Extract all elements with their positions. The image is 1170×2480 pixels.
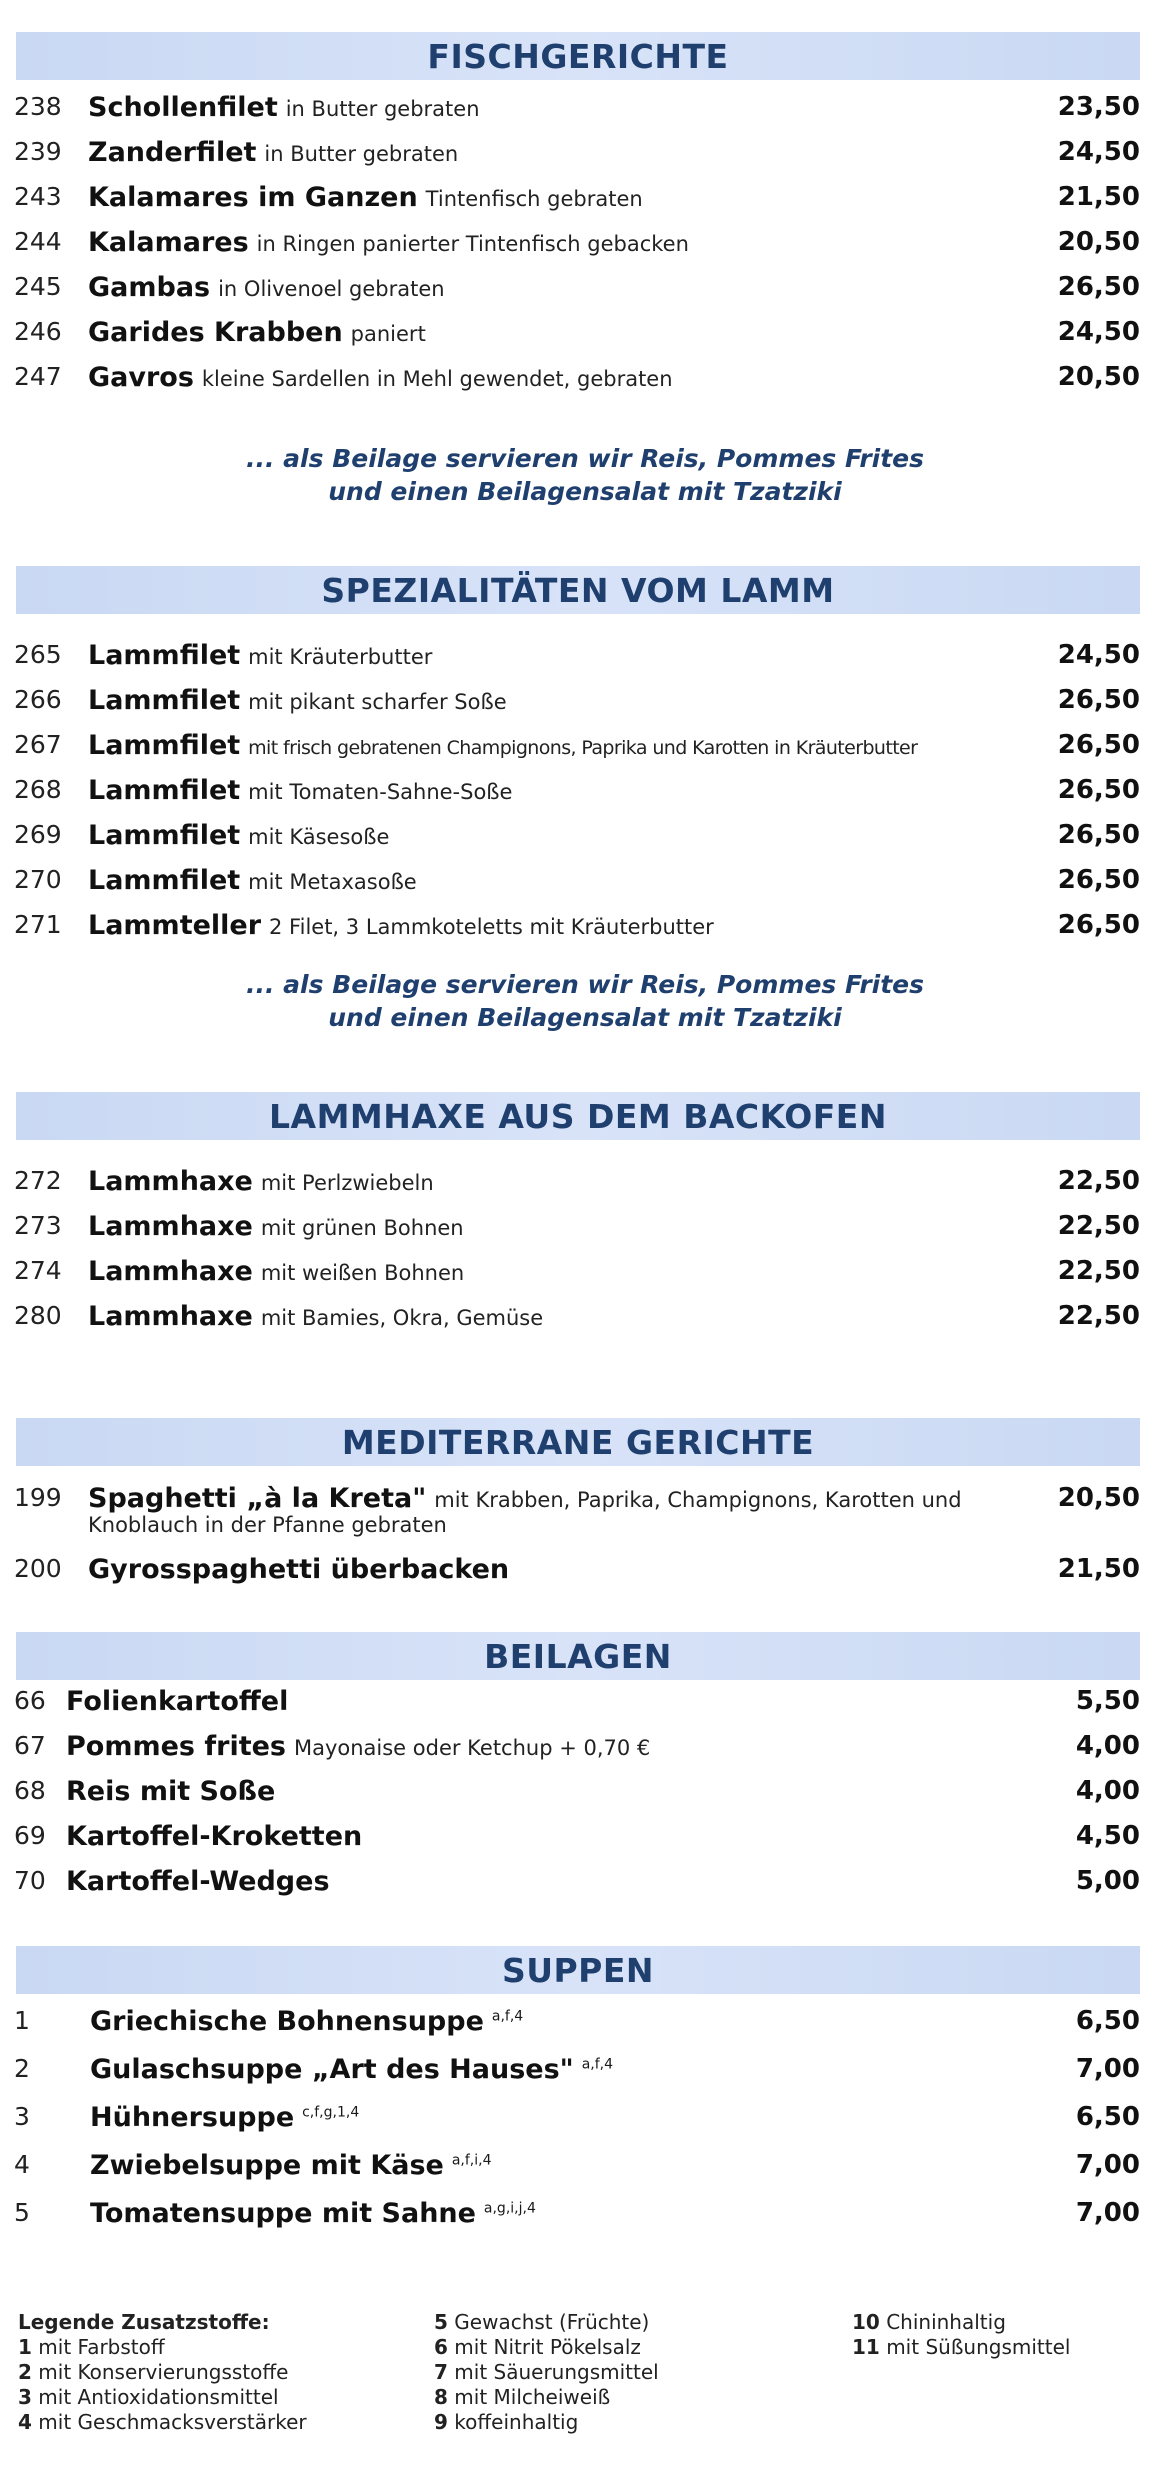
legend-column-3 [852,2310,1070,2360]
menu-item [0,2102,1170,2142]
item-description: mit Krabben, Paprika, Champignons, Karotten und [434,1488,962,1512]
legend-column-2 [434,2310,659,2435]
allergen-codes: a,f,4 [581,2056,614,2073]
item-price: 26,50 [1057,272,1140,302]
item-number: 266 [14,685,62,714]
item-description: mit grünen Bohnen [260,1216,464,1240]
item-price: 20,50 [1057,1483,1140,1513]
side-dish-note [0,968,1170,1034]
item-price: 4,00 [1075,1776,1140,1806]
menu-item [0,2054,1170,2094]
menu-item [0,227,1170,267]
item-name: Kalamares [88,227,249,258]
item-name: Tomatensuppe mit Sahne [90,2198,476,2229]
item-description: Mayonaise oder Ketchup + 0,70 € [293,1736,651,1760]
item-number: 70 [14,1866,46,1895]
item-price: 24,50 [1057,317,1140,347]
item-price: 5,00 [1075,1866,1140,1896]
item-number: 68 [14,1776,46,1805]
item-name: Gavros [88,362,194,393]
item-name: Gyrosspaghetti überbacken [88,1554,510,1585]
note-line: ... als Beilage servieren wir Reis, Pommes Frites [245,970,925,999]
item-name: Lammhaxe [88,1166,253,1197]
menu-item [0,1731,1170,1771]
item-name: Lammhaxe [88,1301,253,1332]
allergen-codes: a,g,i,j,4 [483,2200,536,2217]
item-name: Griechische Bohnensuppe [90,2006,484,2037]
item-name: Gambas [88,272,211,303]
item-price: 26,50 [1057,730,1140,760]
item-price: 26,50 [1057,685,1140,715]
item-description: Tintenfisch gebraten [425,187,643,211]
item-number: 280 [14,1301,62,1330]
menu-item [0,1686,1170,1726]
item-number: 270 [14,865,62,894]
section-title: SUPPEN [501,1950,655,1990]
menu-item [0,1866,1170,1906]
item-description: kleine Sardellen in Mehl gewendet, gebraten [201,367,673,391]
menu-item [0,1211,1170,1251]
item-number: 274 [14,1256,62,1285]
legend-column-1 [18,2310,307,2435]
item-name: Folienkartoffel [66,1686,289,1717]
item-price: 22,50 [1057,1166,1140,1196]
legend-title: Legende Zusatzstoffe: [18,2310,270,2334]
section-title: LAMMHAXE AUS DEM BACKOFEN [269,1096,887,1136]
legend-entry: 5 Gewachst (Früchte) [434,2310,650,2334]
menu-item [0,730,1170,770]
item-price: 20,50 [1057,362,1140,392]
item-number: 66 [14,1686,46,1715]
item-description: in Butter gebraten [285,97,480,121]
item-number: 67 [14,1731,46,1760]
item-description: mit weißen Bohnen [260,1261,465,1285]
item-description: mit Perlzwiebeln [260,1171,434,1195]
item-number: 244 [14,227,62,256]
item-price: 20,50 [1057,227,1140,257]
item-description: mit pikant scharfer Soße [248,690,507,714]
item-name: Lammhaxe [88,1211,253,1242]
item-price: 24,50 [1057,640,1140,670]
item-price: 22,50 [1057,1256,1140,1286]
menu-item [0,1256,1170,1296]
item-number: 238 [14,92,62,121]
menu-item [0,2150,1170,2190]
item-description: mit Kräuterbutter [248,645,433,669]
item-number: 272 [14,1166,62,1195]
item-price: 26,50 [1057,865,1140,895]
item-number: 2 [14,2054,30,2083]
item-description: paniert [350,322,426,346]
section-title: BEILAGEN [484,1636,672,1676]
menu-item [0,685,1170,725]
item-number: 4 [14,2150,30,2179]
item-name: Spaghetti „à la Kreta" [88,1483,427,1514]
item-name: Lammfilet [88,685,241,716]
menu-item [0,92,1170,132]
item-number: 265 [14,640,62,669]
item-number: 199 [14,1483,62,1512]
item-number: 69 [14,1821,46,1850]
item-description-continued: Knoblauch in der Pfanne gebraten [88,1513,447,1537]
menu-item [0,1554,1170,1594]
item-number: 273 [14,1211,62,1240]
legend-entry: 10 Chininhaltig [852,2310,1006,2334]
item-number: 247 [14,362,62,391]
item-description: in Butter gebraten [264,142,459,166]
item-number: 243 [14,182,62,211]
item-name: Lammfilet [88,775,241,806]
item-name: Lammfilet [88,820,241,851]
item-number: 239 [14,137,62,166]
item-number: 200 [14,1554,62,1583]
item-price: 5,50 [1075,1686,1140,1716]
menu-item [0,910,1170,950]
legend-entry: 8 mit Milcheiweiß [434,2385,611,2409]
section-title: FISCHGERICHTE [427,36,729,76]
menu-item [0,1166,1170,1206]
item-description: 2 Filet, 3 Lammkoteletts mit Kräuterbutter [269,915,714,939]
section-header-lamm [16,566,1140,614]
item-number: 269 [14,820,62,849]
item-description: mit frisch gebratenen Champignons, Paprika und Karotten in Kräuterbutter [248,737,918,759]
item-name: Gulaschsuppe „Art des Hauses" [90,2054,574,2085]
menu-item [0,317,1170,357]
item-price: 23,50 [1057,92,1140,122]
menu-item [0,865,1170,905]
item-description: mit Bamies, Okra, Gemüse [260,1306,544,1330]
allergen-codes: a,f,4 [491,2008,524,2025]
item-name: Kalamares im Ganzen [88,182,418,213]
section-header-suppen [16,1946,1140,1994]
legend-entry: 7 mit Säuerungsmittel [434,2360,659,2384]
menu-item [0,775,1170,815]
menu-item [0,1301,1170,1341]
menu-item [0,137,1170,177]
allergen-codes: a,f,i,4 [451,2152,492,2169]
section-header-fischgerichte [16,32,1140,80]
legend-entry: 2 mit Konservierungsstoffe [18,2360,289,2384]
item-description: in Ringen panierter Tintenfisch gebacken [256,232,689,256]
item-price: 26,50 [1057,820,1140,850]
section-title: SPEZIALITÄTEN VOM LAMM [321,570,835,610]
item-price: 4,50 [1075,1821,1140,1851]
item-price: 21,50 [1057,182,1140,212]
item-name: Zwiebelsuppe mit Käse [90,2150,444,2181]
menu-item [0,272,1170,312]
item-name: Lammfilet [88,730,241,761]
note-line: und einen Beilagensalat mit Tzatziki [328,1003,842,1032]
menu-item [0,1483,1170,1543]
item-price: 6,50 [1075,2006,1140,2036]
item-name: Lammfilet [88,640,241,671]
item-number: 245 [14,272,62,301]
item-price: 24,50 [1057,137,1140,167]
item-number: 268 [14,775,62,804]
item-price: 4,00 [1075,1731,1140,1761]
item-price: 6,50 [1075,2102,1140,2132]
note-line: und einen Beilagensalat mit Tzatziki [328,477,842,506]
item-number: 1 [14,2006,30,2035]
allergen-codes: c,f,g,1,4 [302,2104,360,2121]
item-description: mit Tomaten-Sahne-Soße [248,780,513,804]
item-number: 3 [14,2102,30,2131]
item-name: Zanderfilet [88,137,257,168]
item-name: Lammfilet [88,865,241,896]
side-dish-note [0,442,1170,508]
menu-item [0,1821,1170,1861]
item-number: 267 [14,730,62,759]
item-number: 246 [14,317,62,346]
menu-item [0,640,1170,680]
section-header-mediterran [16,1418,1140,1466]
menu-item [0,1776,1170,1816]
item-description: in Olivenoel gebraten [218,277,445,301]
legend-entry: 4 mit Geschmacksverstärker [18,2410,307,2434]
legend-entry: 3 mit Antioxidationsmittel [18,2385,279,2409]
legend-entry: 9 koffeinhaltig [434,2410,579,2434]
legend-entry: 1 mit Farbstoff [18,2335,165,2359]
menu-item [0,820,1170,860]
item-name: Kartoffel-Kroketten [66,1821,363,1852]
item-name: Pommes frites [66,1731,286,1762]
item-price: 26,50 [1057,910,1140,940]
item-price: 26,50 [1057,775,1140,805]
menu-item [0,362,1170,402]
item-price: 22,50 [1057,1301,1140,1331]
item-name: Garides Krabben [88,317,343,348]
item-description: mit Käsesoße [248,825,390,849]
menu-item [0,2006,1170,2046]
menu-item [0,2198,1170,2238]
item-number: 271 [14,910,62,939]
legend-entry: 6 mit Nitrit Pökelsalz [434,2335,641,2359]
section-header-beilagen [16,1632,1140,1680]
item-price: 7,00 [1075,2054,1140,2084]
legend-entry: 11 mit Süßungsmittel [852,2335,1071,2359]
item-name: Kartoffel-Wedges [66,1866,330,1897]
item-price: 21,50 [1057,1554,1140,1584]
item-name: Lammteller [88,910,262,941]
section-header-lammhaxe [16,1092,1140,1140]
section-title: MEDITERRANE GERICHTE [341,1422,815,1462]
item-price: 7,00 [1075,2150,1140,2180]
item-name: Schollenfilet [88,92,278,123]
menu-item [0,182,1170,222]
item-name: Hühnersuppe [90,2102,295,2133]
item-price: 7,00 [1075,2198,1140,2228]
note-line: ... als Beilage servieren wir Reis, Pommes Frites [245,444,925,473]
item-name: Lammhaxe [88,1256,253,1287]
item-number: 5 [14,2198,30,2227]
item-description: mit Metaxasoße [248,870,417,894]
item-price: 22,50 [1057,1211,1140,1241]
item-name: Reis mit Soße [66,1776,276,1807]
